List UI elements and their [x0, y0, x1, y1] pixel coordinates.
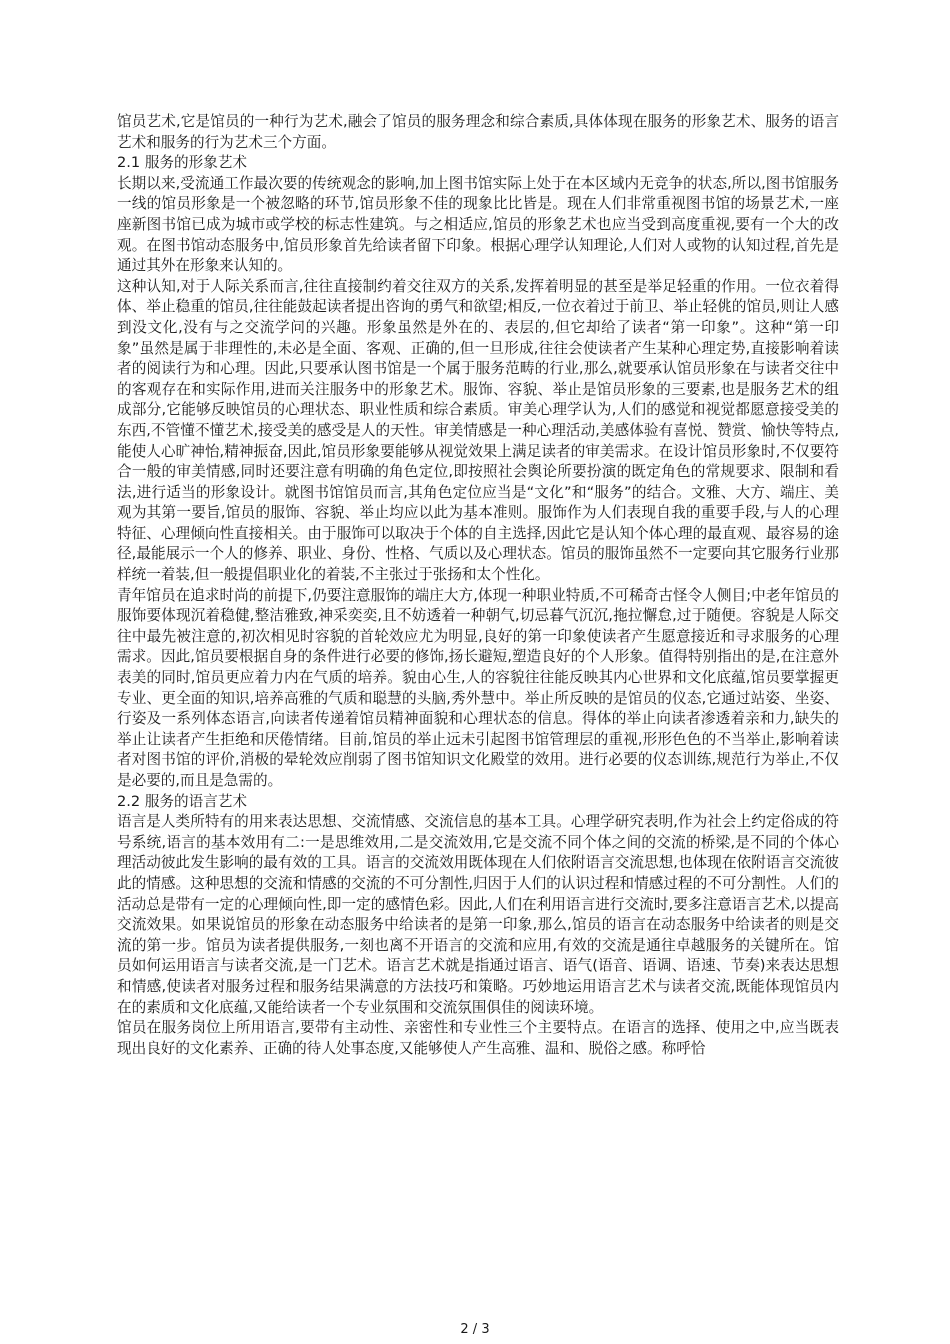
document-body [117, 112, 839, 1059]
paragraph-intro: 馆员艺术,它是馆员的一种行为艺术,融会了馆员的服务理念和综合素质,具体体现在服务的形象艺术、服务的语言艺术和服务的行为艺术三个方面。 [117, 113, 839, 151]
paragraph-2-1-b: 这种认知,对于人际关系而言,往往直接制约着交往双方的关系,发挥着明显的甚至是举足轻重的作用。一位衣着得体、举止稳重的馆员,往往能鼓起读者提出咨询的勇气和欲望;相反,一位衣着过于前卫、举止轻佻的馆员,则让人感到没文化,没有与之交流学问的兴趣。形象虽然是外在的、表层的,但它却给了读者“第一印象”。这种“第一印象”虽然是属于非理性的,未必是全面、客观、正确的,但一旦形成,往往会使读者产生某种心理定势,直接影响着读者的阅读行为和心理。因此,只要承认图书馆是一个属于服务范畴的行业,那么,就要承认馆员形象在与读者交往中的客观存在和实际作用,进而关注服务中的形象艺术。服饰、容貌、举止是馆员形象的三要素,也是服务艺术的组成部分,它能够反映馆员的心理状态、职业性质和综合素质。审美心理学认为,人们的感觉和视觉都愿意接受美的东西,不管懂不懂艺术,接受美的感受是人的天性。审美情感是一种心理活动,美感体验有喜悦、赞赏、愉快等特点,能使人心旷神怡,精神振奋,因此,馆员形象要能够从视觉效果上满足读者的审美需求。在设计馆员形象时,不仅要符合一般的审美情感,同时还要注意有明确的角色定位,即按照社会舆论所要扮演的既定角色的常规要求、限制和看法,进行适当的形象设计。就图书馆馆员而言,其角色定位应当是“文化”和“服务”的结合。文雅、大方、端庄、美观为其第一要旨,馆员的服饰、容貌、举止均应以此为基本准则。服饰作为人们表现自我的重要手段,与人的心理特征、心理倾向性直接相关。由于服饰可以取决于个体的自主选择,因此它是认知个体心理的最直观、最容易的途径,最能展示一个人的修养、职业、身份、性格、气质以及心理状态。馆员的服饰虽然不一定要向其它服务行业那样统一着装,但一般提倡职业化的着装,不主张过于张扬和太个性化。 [117, 277, 839, 584]
page-number: 2 / 3 [460, 1322, 490, 1337]
paragraph-2-1-c: 青年馆员在追求时尚的前提下,仍要注意服饰的端庄大方,体现一种职业特质,不可稀奇古怪令人侧目;中老年馆员的服饰要体现沉着稳健,整洁雅致,神采奕奕,且不妨透着一种朝气,切忌暮气沉沉,拖拉懈怠,过于随便。容貌是人际交往中最先被注意的,初次相见时容貌的首轮效应尤为明显,良好的第一印象使读者产生愿意接近和寻求服务的心理需求。因此,馆员要根据自身的条件进行必要的修饰,扬长避短,塑造良好的个人形象。值得特别指出的是,在注意外表美的同时,馆员更应着力内在气质的培养。貌由心生,人的容貌往往能反映其内心世界和文化底蕴,馆员要掌握更专业、更全面的知识,培养高雅的气质和聪慧的头脑,秀外慧中。举止所反映的是馆员的仪态,它通过站姿、坐姿、行姿及一系列体态语言,向读者传递着馆员精神面貌和心理状态的信息。得体的举止向读者渗透着亲和力,缺失的举止让读者产生拒绝和厌倦情绪。目前,馆员的举止远未引起图书馆管理层的重视,形形色色的不当举止,影响着读者对图书馆的评价,消极的晕轮效应削弱了图书馆知识文化殿堂的效用。进行必要的仪态训练,规范行为举止,不仅是必要的,而且是急需的。 [117, 586, 839, 789]
paragraph-2-1-a: 长期以来,受流通工作最次要的传统观念的影响,加上图书馆实际上处于在本区域内无竞争的状态,所以,图书馆服务一线的馆员形象是一个被忽略的环节,馆员形象不佳的现象比比皆是。现在人们非常重视图书馆的场景艺术,一座座新图书馆已成为城市或学校的标志性建筑。与之相适应,馆员的形象艺术也应当受到高度重视,要有一个大的改观。在图书馆动态服务中,馆员形象首先给读者留下印象。根据心理学认知理论,人们对人或物的认知过程,首先是通过其外在形象来认知的。 [117, 174, 839, 275]
section-heading-2-1: 2.1 服务的形象艺术 [117, 154, 248, 172]
section-heading-2-2: 2.2 服务的语言艺术 [117, 792, 248, 810]
paragraph-2-2-a: 语言是人类所特有的用来表达思想、交流情感、交流信息的基本工具。心理学研究表明,作为社会上约定俗成的符号系统,语言的基本效用有二:一是思维效用,二是交流效用,它是交流不同个体之间的交流的桥梁,是不同的个体心理活动彼此发生影响的最有效的工具。语言的交流效用既体现在人们依附语言交流思想,也体现在依附语言交流彼此的情感。这种思想的交流和情感的交流的不可分割性,归因于人们的认识过程和情感过程的不可分割性。人们的活动总是带有一定的心理倾向性,即一定的感情色彩。因此,人们在利用语言进行交流时,要多注意语言艺术,以提高交流效果。如果说馆员的形象在动态服务中给读者的是第一印象,那么,馆员的语言在动态服务中给读者的则是交流的第一步。馆员为读者提供服务,一刻也离不开语言的交流和应用,有效的交流是通往卓越服务的关键所在。馆员如何运用语言与读者交流,是一门艺术。语言艺术就是指通过语言、语气(语音、语调、语速、节奏)来表达思想和情感,使读者对服务过程和服务结果满意的方法技巧和策略。巧妙地运用语言艺术与读者交流,既能体现馆员内在的素质和文化底蕴,又能给读者一个专业氛围和交流氛围俱佳的阅读环境。 [117, 813, 839, 1016]
paragraph-2-2-b: 馆员在服务岗位上所用语言,要带有主动性、亲密性和专业性三个主要特点。在语言的选择、使用之中,应当既表现出良好的文化素养、正确的待人处事态度,又能够使人产生高雅、温和、脱俗之感。称呼恰 [117, 1019, 839, 1057]
